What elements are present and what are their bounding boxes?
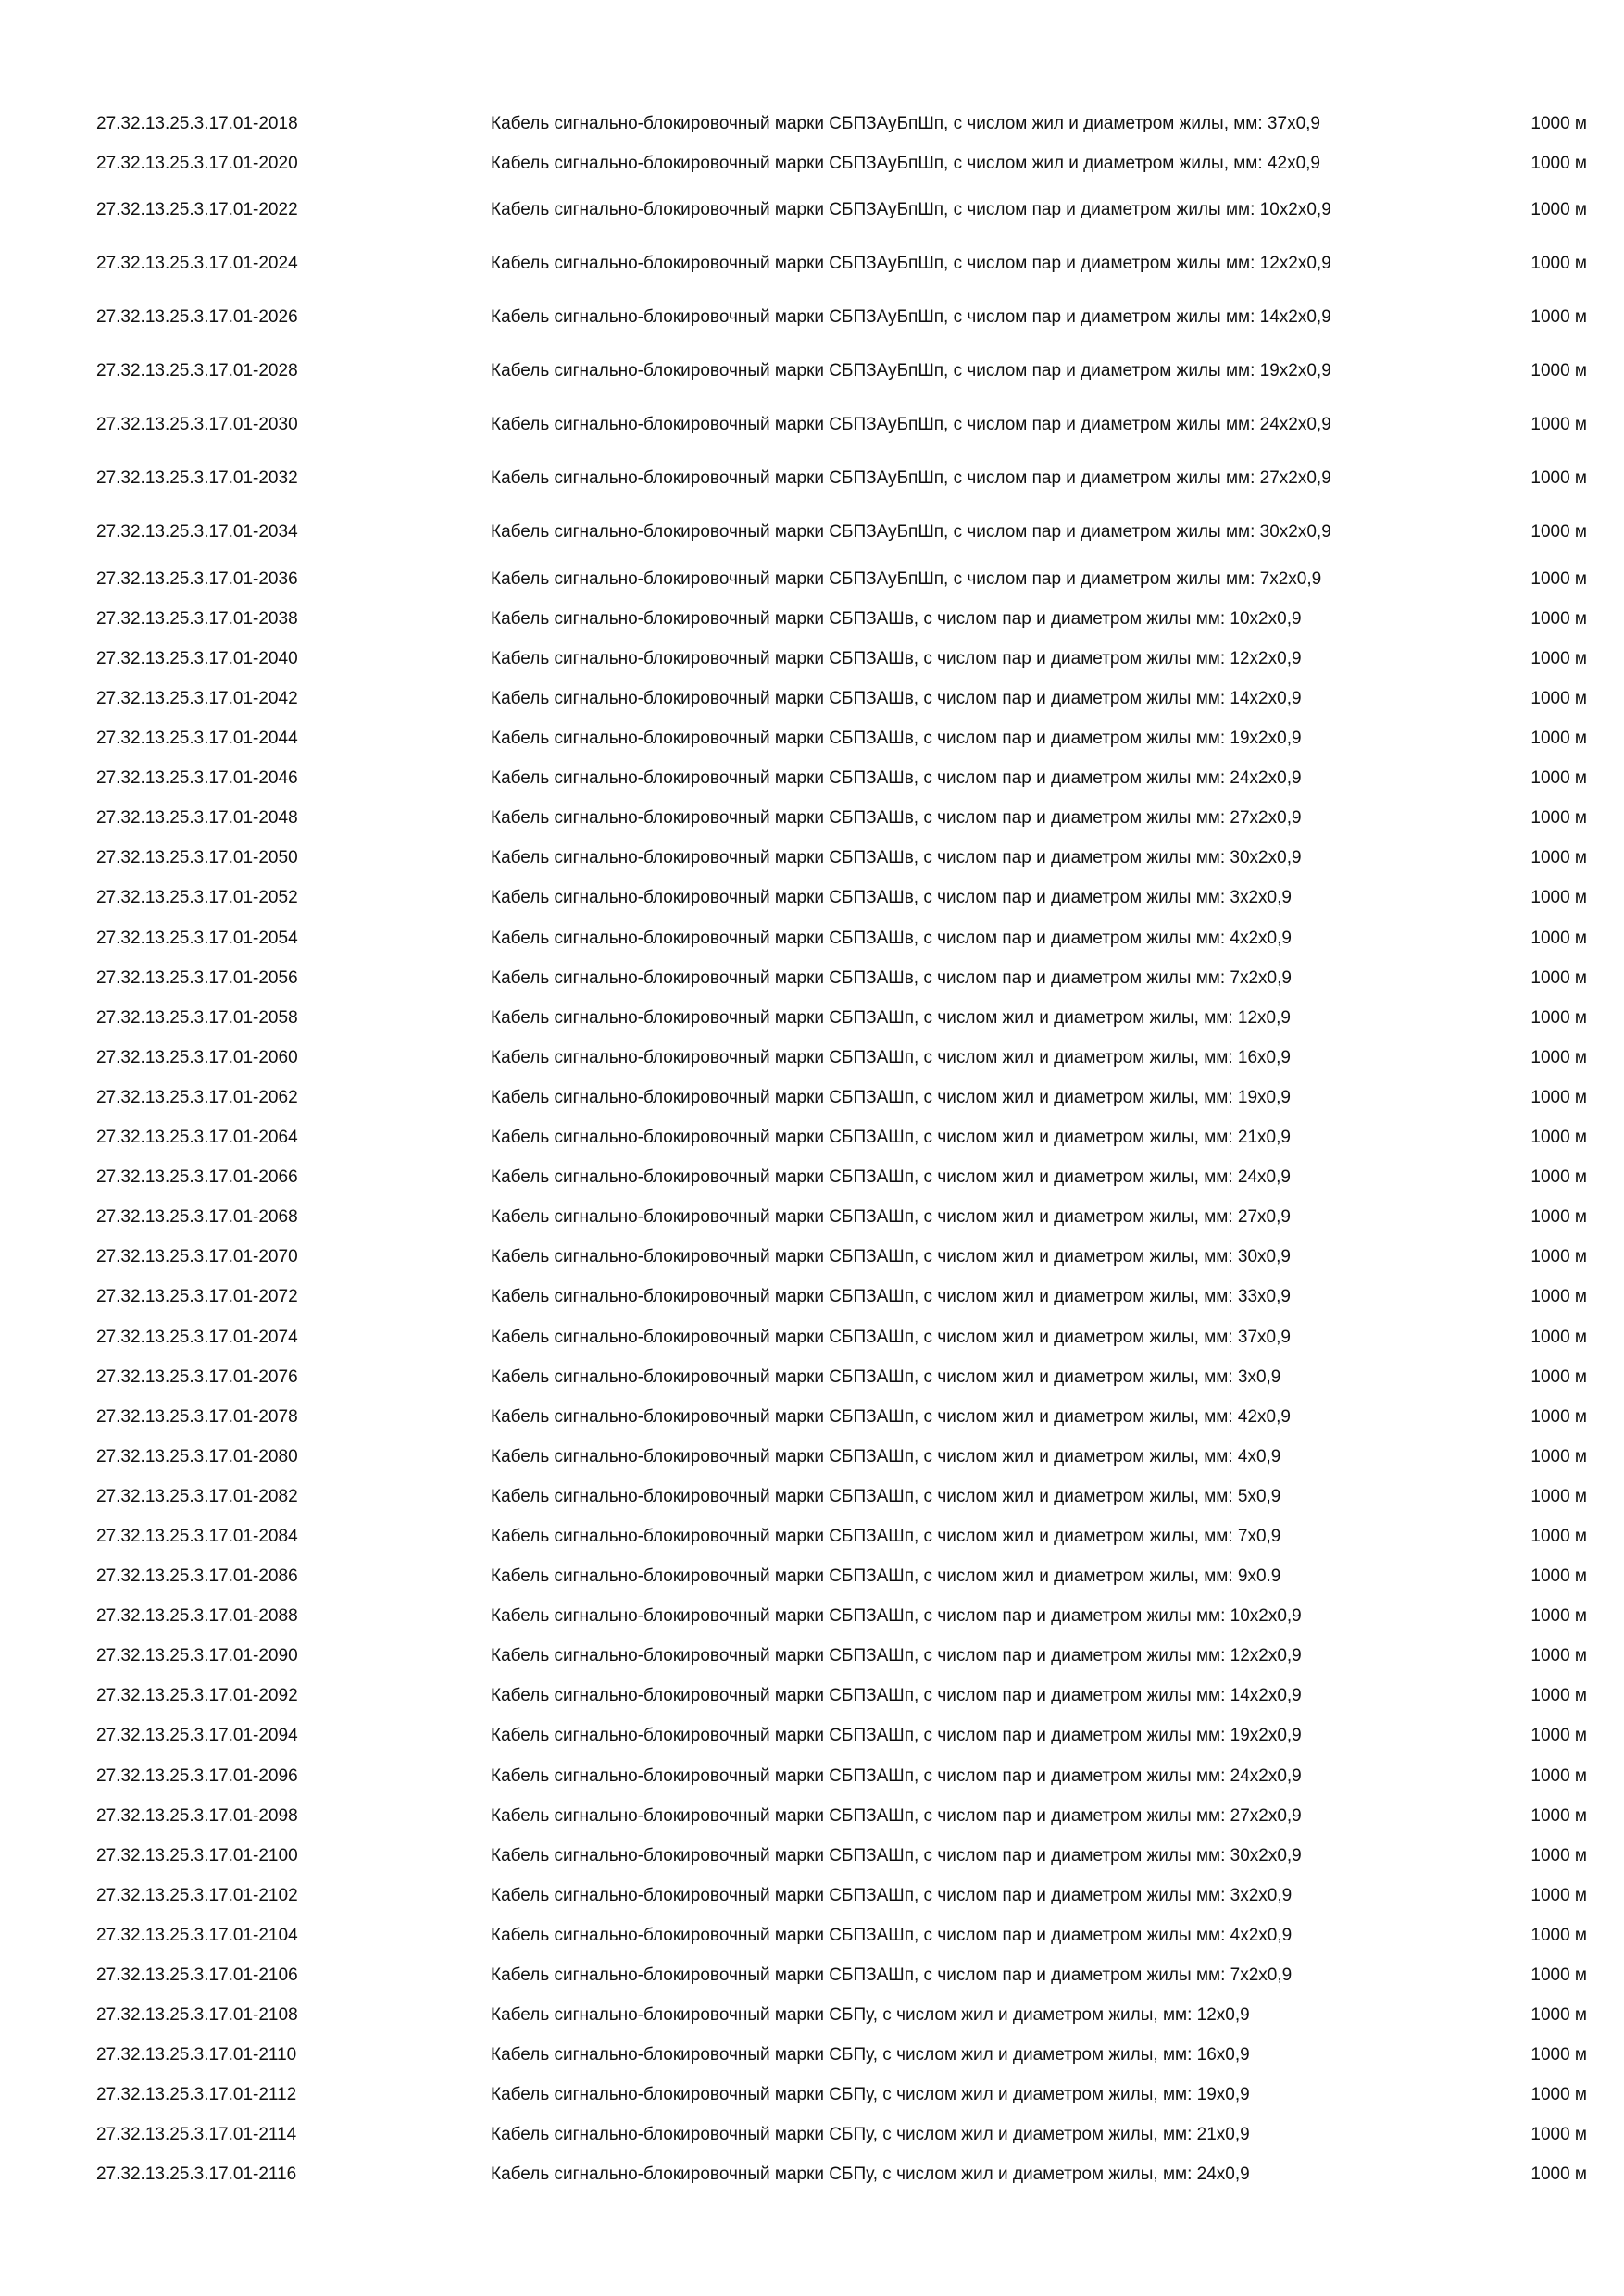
item-unit: 1000 м (1530, 307, 1587, 328)
item-unit: 1000 м (1530, 2085, 1587, 2105)
item-name: Кабель сигнально-блокировочный марки СБПЗАуБпШп, с числом пар и диаметром жилы мм: 14х2х0,9 (491, 307, 1331, 328)
item-name: Кабель сигнально-блокировочный марки СБПЗАуБпШп, с числом пар и диаметром жилы мм: 24х2х0,9 (491, 415, 1331, 435)
table-row (96, 1038, 1589, 1078)
table-row (96, 759, 1589, 799)
item-unit: 1000 м (1530, 2165, 1587, 2185)
item-name: Кабель сигнально-блокировочный марки СБПЗАШп, с числом пар и диаметром жилы мм: 27х2х0,9 (491, 1805, 1302, 1826)
item-code: 27.32.13.25.3.17.01-2062 (96, 1087, 298, 1107)
item-code: 27.32.13.25.3.17.01-2032 (96, 468, 298, 489)
item-name: Кабель сигнально-блокировочный марки СБПЗАуБпШп, с числом пар и диаметром жилы мм: 19х2х0,9 (491, 361, 1331, 381)
item-code: 27.32.13.25.3.17.01-2114 (96, 2125, 297, 2145)
item-name: Кабель сигнально-блокировочный марки СБПЗАуБпШп, с числом жил и диаметром жилы, мм: 42х0,9 (491, 153, 1320, 173)
item-code: 27.32.13.25.3.17.01-2112 (96, 2085, 297, 2105)
item-unit: 1000 м (1530, 1207, 1587, 1228)
item-code: 27.32.13.25.3.17.01-2106 (96, 1965, 298, 1986)
table-row (96, 1915, 1589, 1955)
table-row (96, 1078, 1589, 1117)
table-row (96, 918, 1589, 958)
item-name: Кабель сигнально-блокировочный марки СБПЗАШп, с числом жил и диаметром жилы, мм: 3х0,9 (491, 1366, 1281, 1387)
item-code: 27.32.13.25.3.17.01-2026 (96, 307, 298, 328)
item-unit: 1000 м (1530, 1805, 1587, 1826)
item-unit: 1000 м (1530, 768, 1587, 789)
item-code: 27.32.13.25.3.17.01-2088 (96, 1606, 298, 1627)
item-unit: 1000 м (1530, 1287, 1587, 1307)
item-code: 27.32.13.25.3.17.01-2048 (96, 808, 298, 829)
item-name: Кабель сигнально-блокировочный марки СБПЗАШп, с числом жил и диаметром жилы, мм: 33х0,9 (491, 1287, 1291, 1307)
item-name: Кабель сигнально-блокировочный марки СБПЗАШп, с числом пар и диаметром жилы мм: 7х2х0,9 (491, 1965, 1293, 1986)
item-code: 27.32.13.25.3.17.01-2028 (96, 361, 298, 381)
table-row (96, 1317, 1589, 1357)
item-code: 27.32.13.25.3.17.01-2086 (96, 1566, 298, 1587)
table-row (96, 1118, 1589, 1158)
item-code: 27.32.13.25.3.17.01-2022 (96, 200, 298, 220)
table-row (96, 1597, 1589, 1637)
item-code: 27.32.13.25.3.17.01-2050 (96, 848, 298, 868)
item-name: Кабель сигнально-блокировочный марки СБПЗАШв, с числом пар и диаметром жилы мм: 3х2х0,9 (491, 888, 1292, 908)
table-row (96, 1437, 1589, 1477)
item-unit: 1000 м (1530, 967, 1587, 988)
item-name: Кабель сигнально-блокировочный марки СБПЗАШп, с числом жил и диаметром жилы, мм: 27х0,9 (491, 1207, 1291, 1228)
item-code: 27.32.13.25.3.17.01-2074 (96, 1327, 298, 1347)
table-row (96, 1357, 1589, 1397)
item-code: 27.32.13.25.3.17.01-2100 (96, 1845, 298, 1866)
table-row (96, 1876, 1589, 1915)
item-name: Кабель сигнально-блокировочный марки СБПу, с числом жил и диаметром жилы, мм: 12х0,9 (491, 2005, 1250, 2026)
item-code: 27.32.13.25.3.17.01-2104 (96, 1925, 298, 1945)
item-unit: 1000 м (1530, 1406, 1587, 1427)
item-code: 27.32.13.25.3.17.01-2070 (96, 1247, 298, 1267)
table-row (96, 1557, 1589, 1597)
item-unit: 1000 м (1530, 2005, 1587, 2026)
table-row (96, 183, 1589, 237)
item-unit: 1000 м (1530, 1247, 1587, 1267)
item-name: Кабель сигнально-блокировочный марки СБПЗАШв, с числом пар и диаметром жилы мм: 14х2х0,9 (491, 689, 1302, 709)
table-row (96, 1756, 1589, 1796)
item-name: Кабель сигнально-блокировочный марки СБПЗАШв, с числом пар и диаметром жилы мм: 30х2х0,9 (491, 848, 1302, 868)
item-code: 27.32.13.25.3.17.01-2102 (96, 1885, 298, 1905)
item-unit: 1000 м (1530, 2125, 1587, 2145)
item-name: Кабель сигнально-блокировочный марки СБПЗАуБпШп, с числом пар и диаметром жилы мм: 30х2х0,9 (491, 522, 1331, 543)
item-unit: 1000 м (1530, 1646, 1587, 1666)
item-code: 27.32.13.25.3.17.01-2052 (96, 888, 298, 908)
item-name: Кабель сигнально-блокировочный марки СБПЗАШп, с числом пар и диаметром жилы мм: 24х2х0,9 (491, 1766, 1302, 1786)
price-list-table (96, 104, 1589, 2195)
item-name: Кабель сигнально-блокировочный марки СБПЗАШп, с числом жил и диаметром жилы, мм: 19х0,9 (491, 1087, 1291, 1107)
item-code: 27.32.13.25.3.17.01-2080 (96, 1446, 298, 1466)
item-name: Кабель сигнально-блокировочный марки СБПЗАШп, с числом жил и диаметром жилы, мм: 37х0,9 (491, 1327, 1291, 1347)
table-row (96, 559, 1589, 599)
item-name: Кабель сигнально-блокировочный марки СБПЗАШп, с числом жил и диаметром жилы, мм: 9х0.9 (491, 1566, 1281, 1587)
item-unit: 1000 м (1530, 113, 1587, 133)
item-unit: 1000 м (1530, 1047, 1587, 1067)
table-row (96, 599, 1589, 639)
item-name: Кабель сигнально-блокировочный марки СБПЗАШв, с числом пар и диаметром жилы мм: 10х2х0,9 (491, 608, 1302, 629)
item-unit: 1000 м (1530, 1486, 1587, 1506)
item-code: 27.32.13.25.3.17.01-2058 (96, 1007, 298, 1028)
item-name: Кабель сигнально-блокировочный марки СБПЗАШп, с числом пар и диаметром жилы мм: 14х2х0,9 (491, 1686, 1302, 1706)
item-name: Кабель сигнально-блокировочный марки СБПЗАШп, с числом пар и диаметром жилы мм: 30х2х0,9 (491, 1845, 1302, 1866)
item-name: Кабель сигнально-блокировочный марки СБПЗАШп, с числом пар и диаметром жилы мм: 3х2х0,9 (491, 1885, 1293, 1905)
item-name: Кабель сигнально-блокировочный марки СБПЗАШп, с числом жил и диаметром жилы, мм: 21х0,9 (491, 1128, 1291, 1148)
table-row (96, 1796, 1589, 1836)
item-code: 27.32.13.25.3.17.01-2046 (96, 768, 298, 789)
table-row (96, 639, 1589, 679)
item-unit: 1000 м (1530, 1726, 1587, 1746)
table-row (96, 1397, 1589, 1437)
item-unit: 1000 м (1530, 1566, 1587, 1587)
item-name: Кабель сигнально-блокировочный марки СБПЗАуБпШп, с числом пар и диаметром жилы мм: 7х2х0,9 (491, 568, 1322, 589)
item-code: 27.32.13.25.3.17.01-2078 (96, 1406, 298, 1427)
item-code: 27.32.13.25.3.17.01-2030 (96, 415, 298, 435)
item-code: 27.32.13.25.3.17.01-2098 (96, 1805, 298, 1826)
table-row (96, 2036, 1589, 2076)
table-row (96, 799, 1589, 839)
item-code: 27.32.13.25.3.17.01-2020 (96, 153, 298, 173)
item-unit: 1000 м (1530, 2045, 1587, 2065)
item-unit: 1000 м (1530, 608, 1587, 629)
item-name: Кабель сигнально-блокировочный марки СБПЗАШп, с числом жил и диаметром жилы, мм: 7х0,9 (491, 1526, 1281, 1546)
item-unit: 1000 м (1530, 848, 1587, 868)
item-unit: 1000 м (1530, 928, 1587, 948)
table-row (96, 144, 1589, 183)
item-name: Кабель сигнально-блокировочный марки СБПу, с числом жил и диаметром жилы, мм: 21х0,9 (491, 2125, 1250, 2145)
item-name: Кабель сигнально-блокировочный марки СБПЗАуБпШп, с числом пар и диаметром жилы мм: 27х2х0,9 (491, 468, 1331, 489)
item-code: 27.32.13.25.3.17.01-2094 (96, 1726, 298, 1746)
item-unit: 1000 м (1530, 568, 1587, 589)
item-unit: 1000 м (1530, 1128, 1587, 1148)
table-row (96, 2076, 1589, 2115)
item-unit: 1000 м (1530, 1885, 1587, 1905)
table-row (96, 1158, 1589, 1198)
item-name: Кабель сигнально-блокировочный марки СБПЗАШп, с числом жил и диаметром жилы, мм: 5х0,9 (491, 1486, 1281, 1506)
item-name: Кабель сигнально-блокировочный марки СБПЗАШв, с числом пар и диаметром жилы мм: 27х2х0,9 (491, 808, 1302, 829)
item-unit: 1000 м (1530, 1686, 1587, 1706)
item-code: 27.32.13.25.3.17.01-2044 (96, 729, 298, 749)
item-code: 27.32.13.25.3.17.01-2072 (96, 1287, 298, 1307)
item-code: 27.32.13.25.3.17.01-2068 (96, 1207, 298, 1228)
item-code: 27.32.13.25.3.17.01-2034 (96, 522, 298, 543)
item-code: 27.32.13.25.3.17.01-2040 (96, 648, 298, 668)
table-row (96, 679, 1589, 718)
item-unit: 1000 м (1530, 888, 1587, 908)
item-name: Кабель сигнально-блокировочный марки СБПЗАШп, с числом пар и диаметром жилы мм: 10х2х0,9 (491, 1606, 1302, 1627)
item-name: Кабель сигнально-блокировочный марки СБПЗАуБпШп, с числом жил и диаметром жилы, мм: 37х0,9 (491, 113, 1320, 133)
table-row (96, 879, 1589, 918)
item-name: Кабель сигнально-блокировочный марки СБПу, с числом жил и диаметром жилы, мм: 24х0,9 (491, 2165, 1250, 2185)
item-unit: 1000 м (1530, 1766, 1587, 1786)
table-row (96, 958, 1589, 998)
table-row (96, 1716, 1589, 1756)
item-unit: 1000 м (1530, 1965, 1587, 1986)
item-unit: 1000 м (1530, 1087, 1587, 1107)
item-unit: 1000 м (1530, 468, 1587, 489)
item-unit: 1000 м (1530, 254, 1587, 274)
table-row (96, 505, 1589, 559)
item-name: Кабель сигнально-блокировочный марки СБПЗАШп, с числом пар и диаметром жилы мм: 4х2х0,9 (491, 1925, 1293, 1945)
item-code: 27.32.13.25.3.17.01-2064 (96, 1128, 298, 1148)
table-row (96, 1516, 1589, 1556)
table-row (96, 104, 1589, 144)
table-row (96, 1677, 1589, 1716)
item-unit: 1000 м (1530, 1007, 1587, 1028)
table-row (96, 719, 1589, 759)
item-code: 27.32.13.25.3.17.01-2092 (96, 1686, 298, 1706)
item-unit: 1000 м (1530, 1845, 1587, 1866)
item-name: Кабель сигнально-блокировочный марки СБПЗАШп, с числом жил и диаметром жилы, мм: 30х0,9 (491, 1247, 1291, 1267)
table-row (96, 452, 1589, 505)
item-code: 27.32.13.25.3.17.01-2038 (96, 608, 298, 629)
table-row (96, 344, 1589, 398)
item-unit: 1000 м (1530, 1366, 1587, 1387)
item-unit: 1000 м (1530, 729, 1587, 749)
item-unit: 1000 м (1530, 1925, 1587, 1945)
table-row (96, 1955, 1589, 1995)
item-unit: 1000 м (1530, 1327, 1587, 1347)
item-name: Кабель сигнально-блокировочный марки СБПЗАШв, с числом пар и диаметром жилы мм: 7х2х0,9 (491, 967, 1292, 988)
item-name: Кабель сигнально-блокировочный марки СБПу, с числом жил и диаметром жилы, мм: 19х0,9 (491, 2085, 1250, 2105)
item-code: 27.32.13.25.3.17.01-2108 (96, 2005, 298, 2026)
item-name: Кабель сигнально-блокировочный марки СБПЗАШп, с числом жил и диаметром жилы, мм: 24х0,9 (491, 1167, 1291, 1188)
item-code: 27.32.13.25.3.17.01-2042 (96, 689, 298, 709)
item-code: 27.32.13.25.3.17.01-2116 (96, 2165, 297, 2185)
item-unit: 1000 м (1530, 689, 1587, 709)
item-code: 27.32.13.25.3.17.01-2084 (96, 1526, 298, 1546)
item-code: 27.32.13.25.3.17.01-2096 (96, 1766, 298, 1786)
table-row (96, 1238, 1589, 1278)
table-row (96, 1278, 1589, 1317)
table-row (96, 1198, 1589, 1238)
item-unit: 1000 м (1530, 1446, 1587, 1466)
item-code: 27.32.13.25.3.17.01-2024 (96, 254, 298, 274)
item-code: 27.32.13.25.3.17.01-2018 (96, 113, 298, 133)
table-row (96, 2115, 1589, 2155)
table-row (96, 1637, 1589, 1677)
table-row (96, 2155, 1589, 2195)
table-row (96, 398, 1589, 452)
item-unit: 1000 м (1530, 1167, 1587, 1188)
item-unit: 1000 м (1530, 648, 1587, 668)
table-row (96, 1477, 1589, 1516)
item-unit: 1000 м (1530, 200, 1587, 220)
table-row (96, 237, 1589, 291)
item-unit: 1000 м (1530, 1606, 1587, 1627)
item-name: Кабель сигнально-блокировочный марки СБПЗАШп, с числом жил и диаметром жилы, мм: 4х0,9 (491, 1446, 1281, 1466)
item-name: Кабель сигнально-блокировочный марки СБПЗАуБпШп, с числом пар и диаметром жилы мм: 10х2х0,9 (491, 200, 1331, 220)
item-code: 27.32.13.25.3.17.01-2110 (96, 2045, 297, 2065)
item-name: Кабель сигнально-блокировочный марки СБПЗАШп, с числом жил и диаметром жилы, мм: 16х0,9 (491, 1047, 1291, 1067)
item-unit: 1000 м (1530, 808, 1587, 829)
item-unit: 1000 м (1530, 522, 1587, 543)
item-code: 27.32.13.25.3.17.01-2036 (96, 568, 298, 589)
table-row (96, 1836, 1589, 1876)
table-row (96, 291, 1589, 344)
item-name: Кабель сигнально-блокировочный марки СБПЗАШв, с числом пар и диаметром жилы мм: 4х2х0,9 (491, 928, 1292, 948)
item-unit: 1000 м (1530, 153, 1587, 173)
item-code: 27.32.13.25.3.17.01-2060 (96, 1047, 298, 1067)
item-name: Кабель сигнально-блокировочный марки СБПЗАШп, с числом жил и диаметром жилы, мм: 42х0,9 (491, 1406, 1291, 1427)
item-name: Кабель сигнально-блокировочный марки СБПу, с числом жил и диаметром жилы, мм: 16х0,9 (491, 2045, 1250, 2065)
item-name: Кабель сигнально-блокировочный марки СБПЗАШп, с числом пар и диаметром жилы мм: 12х2х0,9 (491, 1646, 1302, 1666)
item-code: 27.32.13.25.3.17.01-2056 (96, 967, 298, 988)
item-name: Кабель сигнально-блокировочный марки СБПЗАШв, с числом пар и диаметром жилы мм: 12х2х0,9 (491, 648, 1302, 668)
item-name: Кабель сигнально-блокировочный марки СБПЗАШв, с числом пар и диаметром жилы мм: 19х2х0,9 (491, 729, 1302, 749)
item-unit: 1000 м (1530, 361, 1587, 381)
table-row (96, 998, 1589, 1038)
item-name: Кабель сигнально-блокировочный марки СБПЗАШп, с числом пар и диаметром жилы мм: 19х2х0,9 (491, 1726, 1302, 1746)
table-row (96, 1996, 1589, 2036)
table-row (96, 839, 1589, 879)
item-unit: 1000 м (1530, 415, 1587, 435)
item-unit: 1000 м (1530, 1526, 1587, 1546)
item-name: Кабель сигнально-блокировочный марки СБПЗАШп, с числом жил и диаметром жилы, мм: 12х0,9 (491, 1007, 1291, 1028)
item-code: 27.32.13.25.3.17.01-2054 (96, 928, 298, 948)
item-code: 27.32.13.25.3.17.01-2090 (96, 1646, 298, 1666)
item-code: 27.32.13.25.3.17.01-2066 (96, 1167, 298, 1188)
item-code: 27.32.13.25.3.17.01-2076 (96, 1366, 298, 1387)
item-name: Кабель сигнально-блокировочный марки СБПЗАШв, с числом пар и диаметром жилы мм: 24х2х0,9 (491, 768, 1302, 789)
item-code: 27.32.13.25.3.17.01-2082 (96, 1486, 298, 1506)
item-name: Кабель сигнально-блокировочный марки СБПЗАуБпШп, с числом пар и диаметром жилы мм: 12х2х0,9 (491, 254, 1331, 274)
